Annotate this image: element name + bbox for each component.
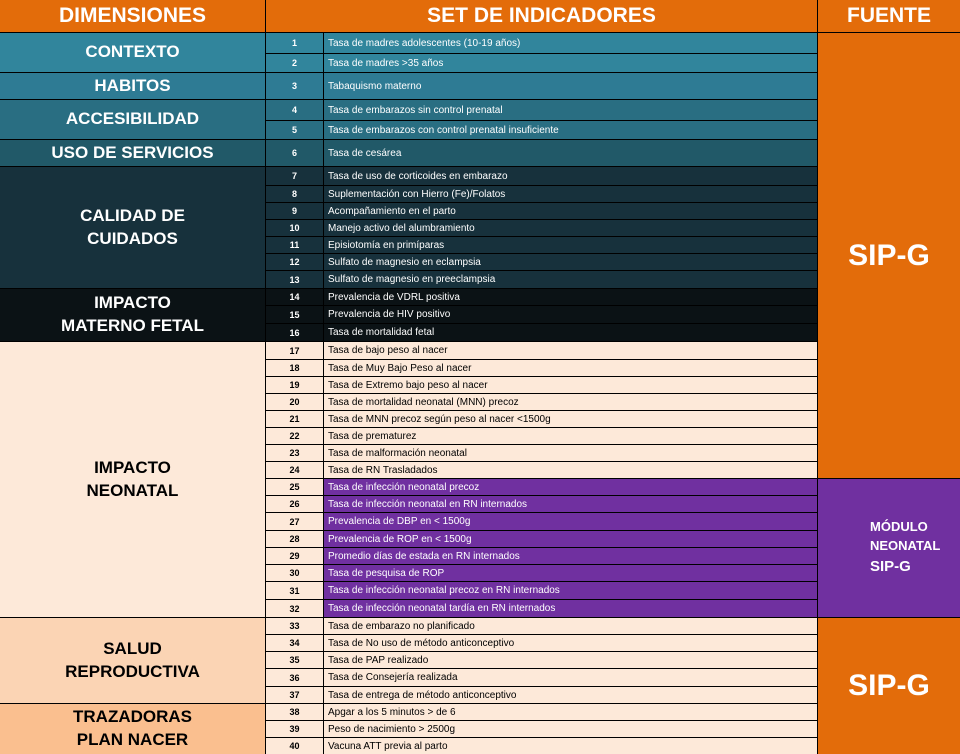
indicator-text: Tasa de mortalidad fetal	[324, 324, 817, 341]
indicator-number: 39	[266, 721, 323, 737]
indicator-text: Prevalencia de DBP en < 1500g	[324, 513, 817, 530]
indicator-text: Tasa de cesárea	[324, 140, 817, 166]
indicator-text: Prevalencia de VDRL positiva	[324, 289, 817, 305]
category-0: CONTEXTO	[0, 33, 265, 72]
indicator-text: Tasa de bajo peso al nacer	[324, 342, 817, 359]
indicator-number: 14	[266, 289, 323, 305]
indicator-text: Prevalencia de ROP en < 1500g	[324, 531, 817, 547]
header-dimensiones: DIMENSIONES	[0, 0, 265, 32]
indicator-text: Tasa de MNN precoz según peso al nacer <1500g	[324, 411, 817, 427]
indicator-text: Tasa de Consejería realizada	[324, 669, 817, 686]
indicator-number: 26	[266, 496, 323, 512]
indicator-number: 35	[266, 652, 323, 668]
indicator-number: 15	[266, 306, 323, 323]
indicator-text: Tasa de embarazo no planificado	[324, 618, 817, 634]
indicator-text: Tasa de infección neonatal precoz en RN internados	[324, 582, 817, 599]
indicator-text: Tasa de Muy Bajo Peso al nacer	[324, 360, 817, 376]
indicator-text: Peso de nacimiento > 2500g	[324, 721, 817, 737]
source-module-line: SIP-G	[870, 557, 911, 575]
indicator-text: Promedio días de estada en RN internados	[324, 548, 817, 564]
indicator-text: Prevalencia de HIV positivo	[324, 306, 817, 323]
indicator-number: 22	[266, 428, 323, 444]
indicator-text: Tasa de embarazos sin control prenatal	[324, 100, 817, 120]
indicator-text: Tasa de Extremo bajo peso al nacer	[324, 377, 817, 393]
indicator-number: 27	[266, 513, 323, 530]
indicator-number: 13	[266, 271, 323, 288]
indicator-text: Tabaquismo materno	[324, 73, 817, 99]
indicator-number: 23	[266, 445, 323, 461]
indicator-number: 36	[266, 669, 323, 686]
indicator-number: 40	[266, 738, 323, 754]
indicator-text: Tasa de embarazos con control prenatal insuficiente	[324, 121, 817, 139]
indicator-number: 8	[266, 186, 323, 202]
indicator-number: 32	[266, 600, 323, 617]
indicator-text: Tasa de prematurez	[324, 428, 817, 444]
category-6: IMPACTO NEONATAL	[0, 342, 265, 617]
indicator-number: 3	[266, 73, 323, 99]
indicator-number: 17	[266, 342, 323, 359]
indicator-number: 12	[266, 254, 323, 270]
indicator-text: Acompañamiento en el parto	[324, 203, 817, 219]
indicator-text: Episiotomía en primíparas	[324, 237, 817, 253]
indicator-text: Sulfato de magnesio en eclampsia	[324, 254, 817, 270]
indicator-number: 29	[266, 548, 323, 564]
category-5: IMPACTO MATERNO FETAL	[0, 289, 265, 341]
indicator-text: Tasa de infección neonatal precoz	[324, 479, 817, 495]
indicator-text: Manejo activo del alumbramiento	[324, 220, 817, 236]
category-3: USO DE SERVICIOS	[0, 140, 265, 166]
indicator-text: Tasa de mortalidad neonatal (MNN) precoz	[324, 394, 817, 410]
indicator-number: 10	[266, 220, 323, 236]
indicator-number: 30	[266, 565, 323, 581]
indicator-text: Apgar a los 5 minutos > de 6	[324, 704, 817, 720]
indicator-number: 37	[266, 687, 323, 703]
indicator-text: Tasa de PAP realizado	[324, 652, 817, 668]
indicator-number: 4	[266, 100, 323, 120]
category-4: CALIDAD DE CUIDADOS	[0, 167, 265, 288]
indicator-number: 16	[266, 324, 323, 341]
indicator-number: 33	[266, 618, 323, 634]
indicator-number: 11	[266, 237, 323, 253]
indicator-text: Tasa de uso de corticoides en embarazo	[324, 167, 817, 185]
source-module-line: MÓDULO	[870, 519, 928, 535]
indicator-text: Tasa de No uso de método anticonceptivo	[324, 635, 817, 651]
source-module-line: NEONATAL	[870, 538, 941, 554]
indicator-number: 1	[266, 33, 323, 53]
indicator-text: Tasa de entrega de método anticonceptivo	[324, 687, 817, 703]
indicator-text: Tasa de madres >35 años	[324, 54, 817, 72]
indicator-number: 34	[266, 635, 323, 651]
header-set-indicadores: SET DE INDICADORES	[266, 0, 817, 32]
source-1	[818, 479, 960, 617]
indicator-text: Tasa de infección neonatal en RN internados	[324, 496, 817, 512]
indicator-number: 20	[266, 394, 323, 410]
indicator-text: Tasa de madres adolescentes (10-19 años)	[324, 33, 817, 53]
indicator-text: Sulfato de magnesio en preeclampsia	[324, 271, 817, 288]
indicator-number: 31	[266, 582, 323, 599]
indicator-text: Suplementación con Hierro (Fe)/Folatos	[324, 186, 817, 202]
category-1: HABITOS	[0, 73, 265, 99]
category-8: TRAZADORAS PLAN NACER	[0, 704, 265, 754]
indicator-text: Tasa de RN Trasladados	[324, 462, 817, 478]
indicator-number: 6	[266, 140, 323, 166]
indicator-number: 24	[266, 462, 323, 478]
indicator-number: 2	[266, 54, 323, 72]
indicator-number: 28	[266, 531, 323, 547]
header-fuente: FUENTE	[818, 0, 960, 32]
category-7: SALUD REPRODUCTIVA	[0, 618, 265, 703]
indicator-text: Vacuna ATT previa al parto	[324, 738, 817, 754]
indicator-number: 18	[266, 360, 323, 376]
indicator-number: 9	[266, 203, 323, 219]
indicator-number: 5	[266, 121, 323, 139]
indicator-number: 7	[266, 167, 323, 185]
indicator-text: Tasa de pesquisa de ROP	[324, 565, 817, 581]
indicator-number: 19	[266, 377, 323, 393]
category-2: ACCESIBILIDAD	[0, 100, 265, 139]
source-2: SIP-G	[818, 618, 960, 754]
indicator-text: Tasa de malformación neonatal	[324, 445, 817, 461]
indicator-number: 38	[266, 704, 323, 720]
indicator-number: 25	[266, 479, 323, 495]
indicator-text: Tasa de infección neonatal tardía en RN internados	[324, 600, 817, 617]
indicator-number: 21	[266, 411, 323, 427]
source-0: SIP-G	[818, 33, 960, 478]
